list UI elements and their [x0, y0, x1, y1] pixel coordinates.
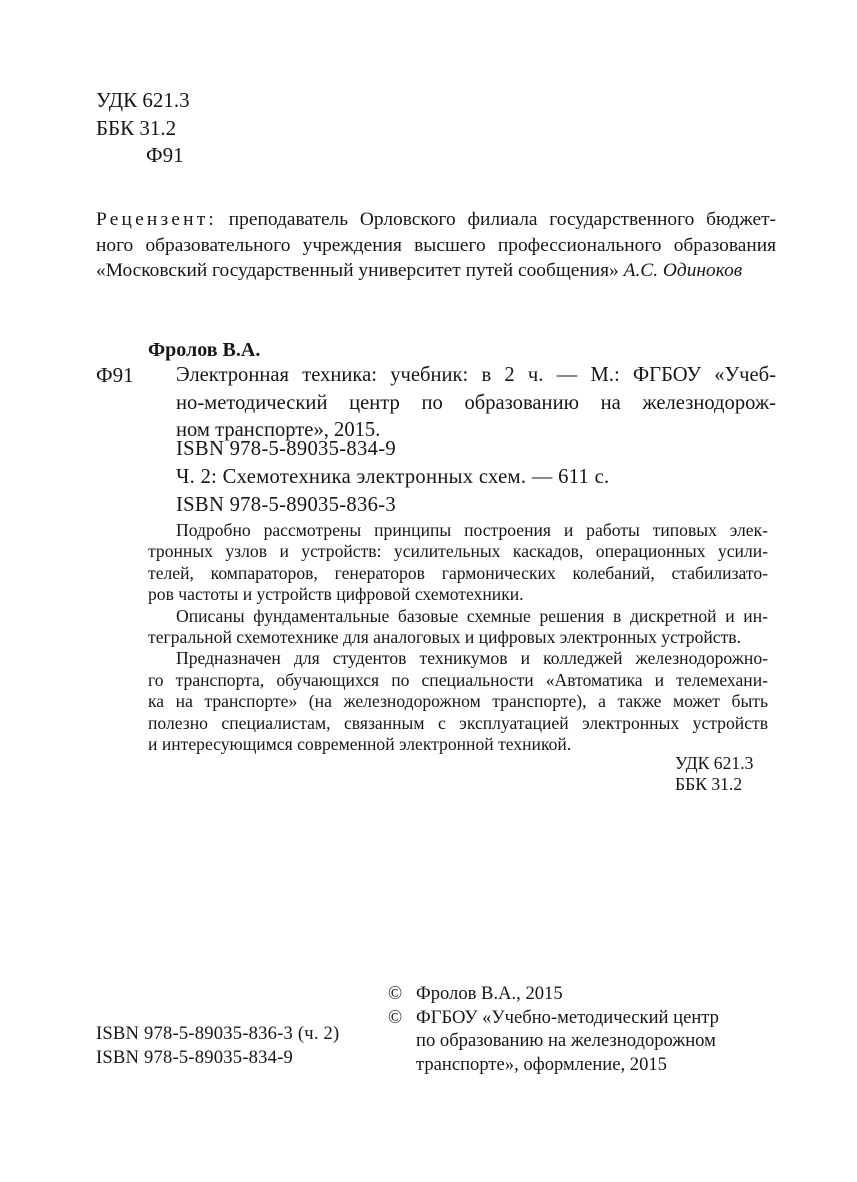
copyright-author-line [388, 982, 788, 1006]
reviewer-text-3: «Московский государственный университет путей сообщения» [96, 260, 624, 281]
annotation-udk: УДК 621.3 [675, 753, 754, 773]
reviewer-line-3 [96, 258, 776, 284]
annotation-line: и интересующимся современной электронной техникой. [148, 734, 572, 755]
reviewer-text-1: преподаватель Орловского филиала государственного бюджет- [217, 209, 776, 230]
copyright-icon: © [388, 983, 403, 1004]
annotation-line: телей, компараторов, генераторов гармонических колебаний, стабилизато- [148, 562, 768, 583]
entry-isbn-part: ISBN 978-5-89035-836-3 [176, 494, 396, 516]
copyright-block [388, 982, 788, 1076]
entry-isbn-set: ISBN 978-5-89035-834-9 [176, 438, 396, 460]
annotation-bbk: ББК 31.2 [675, 774, 743, 794]
reviewer-block [96, 207, 776, 284]
annotation-line: Подробно рассмотрены принципы построения и работы типовых элек- [176, 520, 768, 540]
reviewer-label: Рецензент: [96, 209, 217, 230]
copyright-publisher-line-2: по образованию на железнодорожном [416, 1030, 716, 1051]
reviewer-line-2: ного образовательного учреждения высшего профессионального образования [96, 234, 776, 256]
annotation-line: тегральной схемотехнике для аналоговых и цифровых электронных устройств. [148, 627, 742, 648]
annotation-line: ров частоты и устройств цифровой схемотехники. [148, 584, 524, 605]
entry-code: Ф91 [96, 363, 134, 387]
entry-part: Ч. 2: Схемотехника электронных схем. — 611 с. [176, 466, 610, 488]
footer-isbn-part: ISBN 978-5-89035-836-3 (ч. 2) [96, 1023, 340, 1044]
reviewer-line-1 [96, 207, 776, 233]
footer-isbn-set: ISBN 978-5-89035-834-9 [96, 1047, 294, 1068]
reviewer-name: А.С. Одиноков [623, 260, 743, 281]
entry-title-line-3: ном транспорте», 2015. [176, 419, 381, 441]
annotation-line: тронных узлов и устройств: усилительных каскадов, операционных усили- [148, 541, 768, 562]
annotation-line: ка на транспорте» (на железнодорожном транспорте), а также может быть [148, 691, 768, 712]
entry-title-line-2: но-методический центр по образованию на железнодорож- [176, 391, 776, 414]
author-sign-code: Ф91 [146, 143, 184, 167]
entry-title-line-1: Электронная техника: учебник: в 2 ч. — М.: ФГБОУ «Учеб- [176, 364, 776, 386]
annotation-line: Предназначен для студентов техникумов и колледжей железнодорожно- [176, 648, 768, 669]
annotation-line: Описаны фундаментальные базовые схемные решения в дискретной и ин- [176, 605, 768, 626]
copyright-icon: © [388, 1006, 403, 1028]
copyright-publisher-text-1: ФГБОУ «Учебно-методический центр [416, 1006, 719, 1028]
annotation [148, 520, 768, 755]
copyright-author: Фролов В.А., 2015 [416, 983, 563, 1004]
entry-title [176, 362, 776, 445]
entry-author: Фролов В.А. [148, 339, 261, 361]
annotation-line: го транспорта, обучающихся по специальности «Автоматика и телемехани- [148, 669, 768, 690]
annotation-line: полезно специалистам, связанным с эксплуатацией электронных устройств [148, 712, 768, 733]
copyright-publisher-line-1 [388, 1006, 788, 1030]
copyright-publisher-line-3: транспорте», оформление, 2015 [416, 1053, 667, 1075]
bbk-code: ББК 31.2 [96, 116, 177, 140]
udk-code: УДК 621.3 [96, 88, 190, 112]
